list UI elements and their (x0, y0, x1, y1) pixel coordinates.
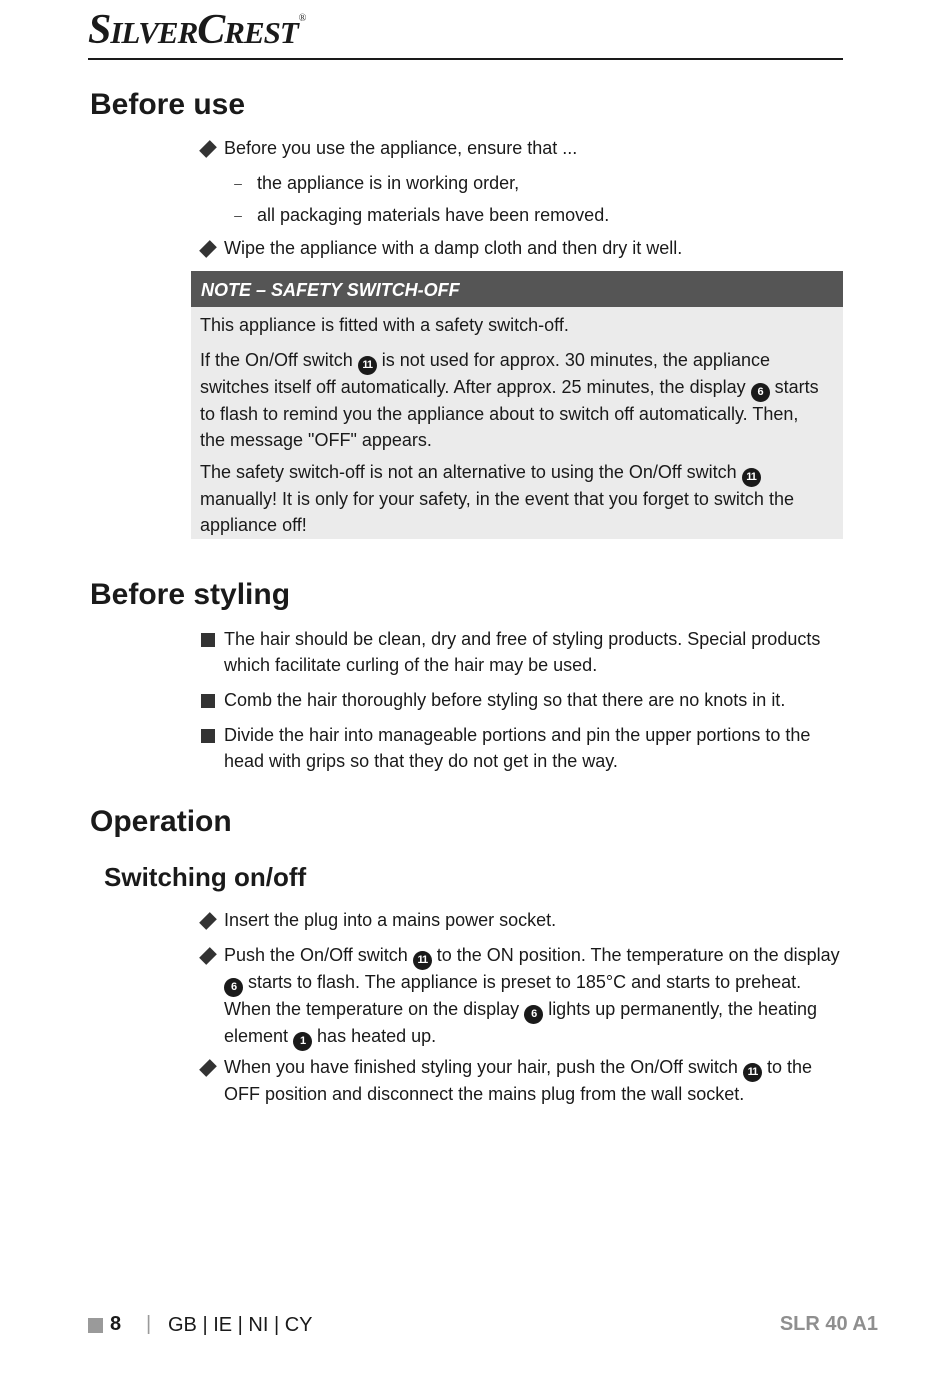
ref-display-icon: 6 (751, 383, 770, 402)
diamond-bullet-icon (200, 1055, 216, 1081)
ref-display-icon: 6 (524, 1005, 543, 1024)
note-paragraph: This appliance is fitted with a safety switch-off. (200, 315, 569, 335)
dash-bullet-icon: – (234, 175, 242, 191)
silvercrest-logo: SILVERCREST® (88, 7, 306, 53)
diamond-bullet-icon (200, 136, 216, 162)
list-item: Comb the hair thoroughly before styling so that there are no knots in it. (200, 688, 840, 714)
ref-switch-icon: 11 (358, 356, 377, 375)
list-item: Push the On/Off switch 11 to the ON position. The temperature on the display 6 starts to flash. The appliance is preset to 185°C and starts to preheat. When the temperature on the display 6 lights up permanently, the heating element 1 has heated up. (200, 943, 840, 1051)
list-item: The hair should be clean, dry and free of styling products. Special products which facilitate curling of the hair may be used. (200, 627, 840, 678)
ref-display-icon: 6 (224, 978, 243, 997)
ref-switch-icon: 11 (742, 468, 761, 487)
list-item: Insert the plug into a mains power socket. (200, 908, 840, 934)
note-paragraph: The safety switch-off is not an alternative to using the On/Off switch 11 manually! It is only for your safety, in the event that you forget to switch the appliance off! (200, 462, 794, 535)
list-item: Wipe the appliance with a damp cloth and then dry it well. (200, 236, 840, 262)
footer-square-icon (88, 1318, 103, 1333)
model-number: SLR 40 A1 (779, 1313, 878, 1335)
diamond-bullet-icon (200, 943, 216, 969)
heading-operation: Operation (90, 805, 232, 838)
note-paragraph: If the On/Off switch 11 is not used for approx. 30 minutes, the appliance switches itself off automatically. After approx. 25 minutes, the display 6 starts to flash to remind you the appliance about to switch off automatically. Then, the message "OFF" appears. (200, 350, 819, 450)
square-bullet-icon (200, 723, 216, 751)
footer-separator: | (146, 1313, 152, 1335)
square-bullet-icon (200, 688, 216, 716)
diamond-bullet-icon (200, 908, 216, 934)
list-item: When you have finished styling your hair, push the On/Off switch 11 to the OFF position and disconnect the mains plug from the wall socket. (200, 1055, 840, 1108)
safety-note-box (191, 271, 843, 539)
list-item: Before you use the appliance, ensure that ... (200, 136, 840, 162)
square-bullet-icon (200, 627, 216, 655)
subheading-switching: Switching on/off (104, 862, 307, 892)
page-header (88, 4, 843, 60)
list-item: – all packaging materials have been removed. (200, 203, 840, 229)
heading-before-styling: Before styling (90, 578, 291, 611)
list-item: – the appliance is in working order, (200, 171, 840, 197)
ref-heating-element-icon: 1 (293, 1032, 312, 1051)
page-footer (88, 1312, 878, 1342)
footer-countries: GB | IE | NI | CY (168, 1314, 313, 1336)
list-item: Divide the hair into manageable portions and pin the upper portions to the head with grips so that they do not get in the way. (200, 723, 840, 774)
ref-switch-icon: 11 (743, 1063, 762, 1082)
dash-bullet-icon: – (234, 207, 242, 223)
ref-switch-icon: 11 (413, 951, 432, 970)
note-title: NOTE – SAFETY SWITCH-OFF (191, 271, 843, 307)
heading-before-use: Before use (90, 88, 246, 121)
diamond-bullet-icon (200, 236, 216, 262)
page-number: 8 (110, 1313, 122, 1335)
